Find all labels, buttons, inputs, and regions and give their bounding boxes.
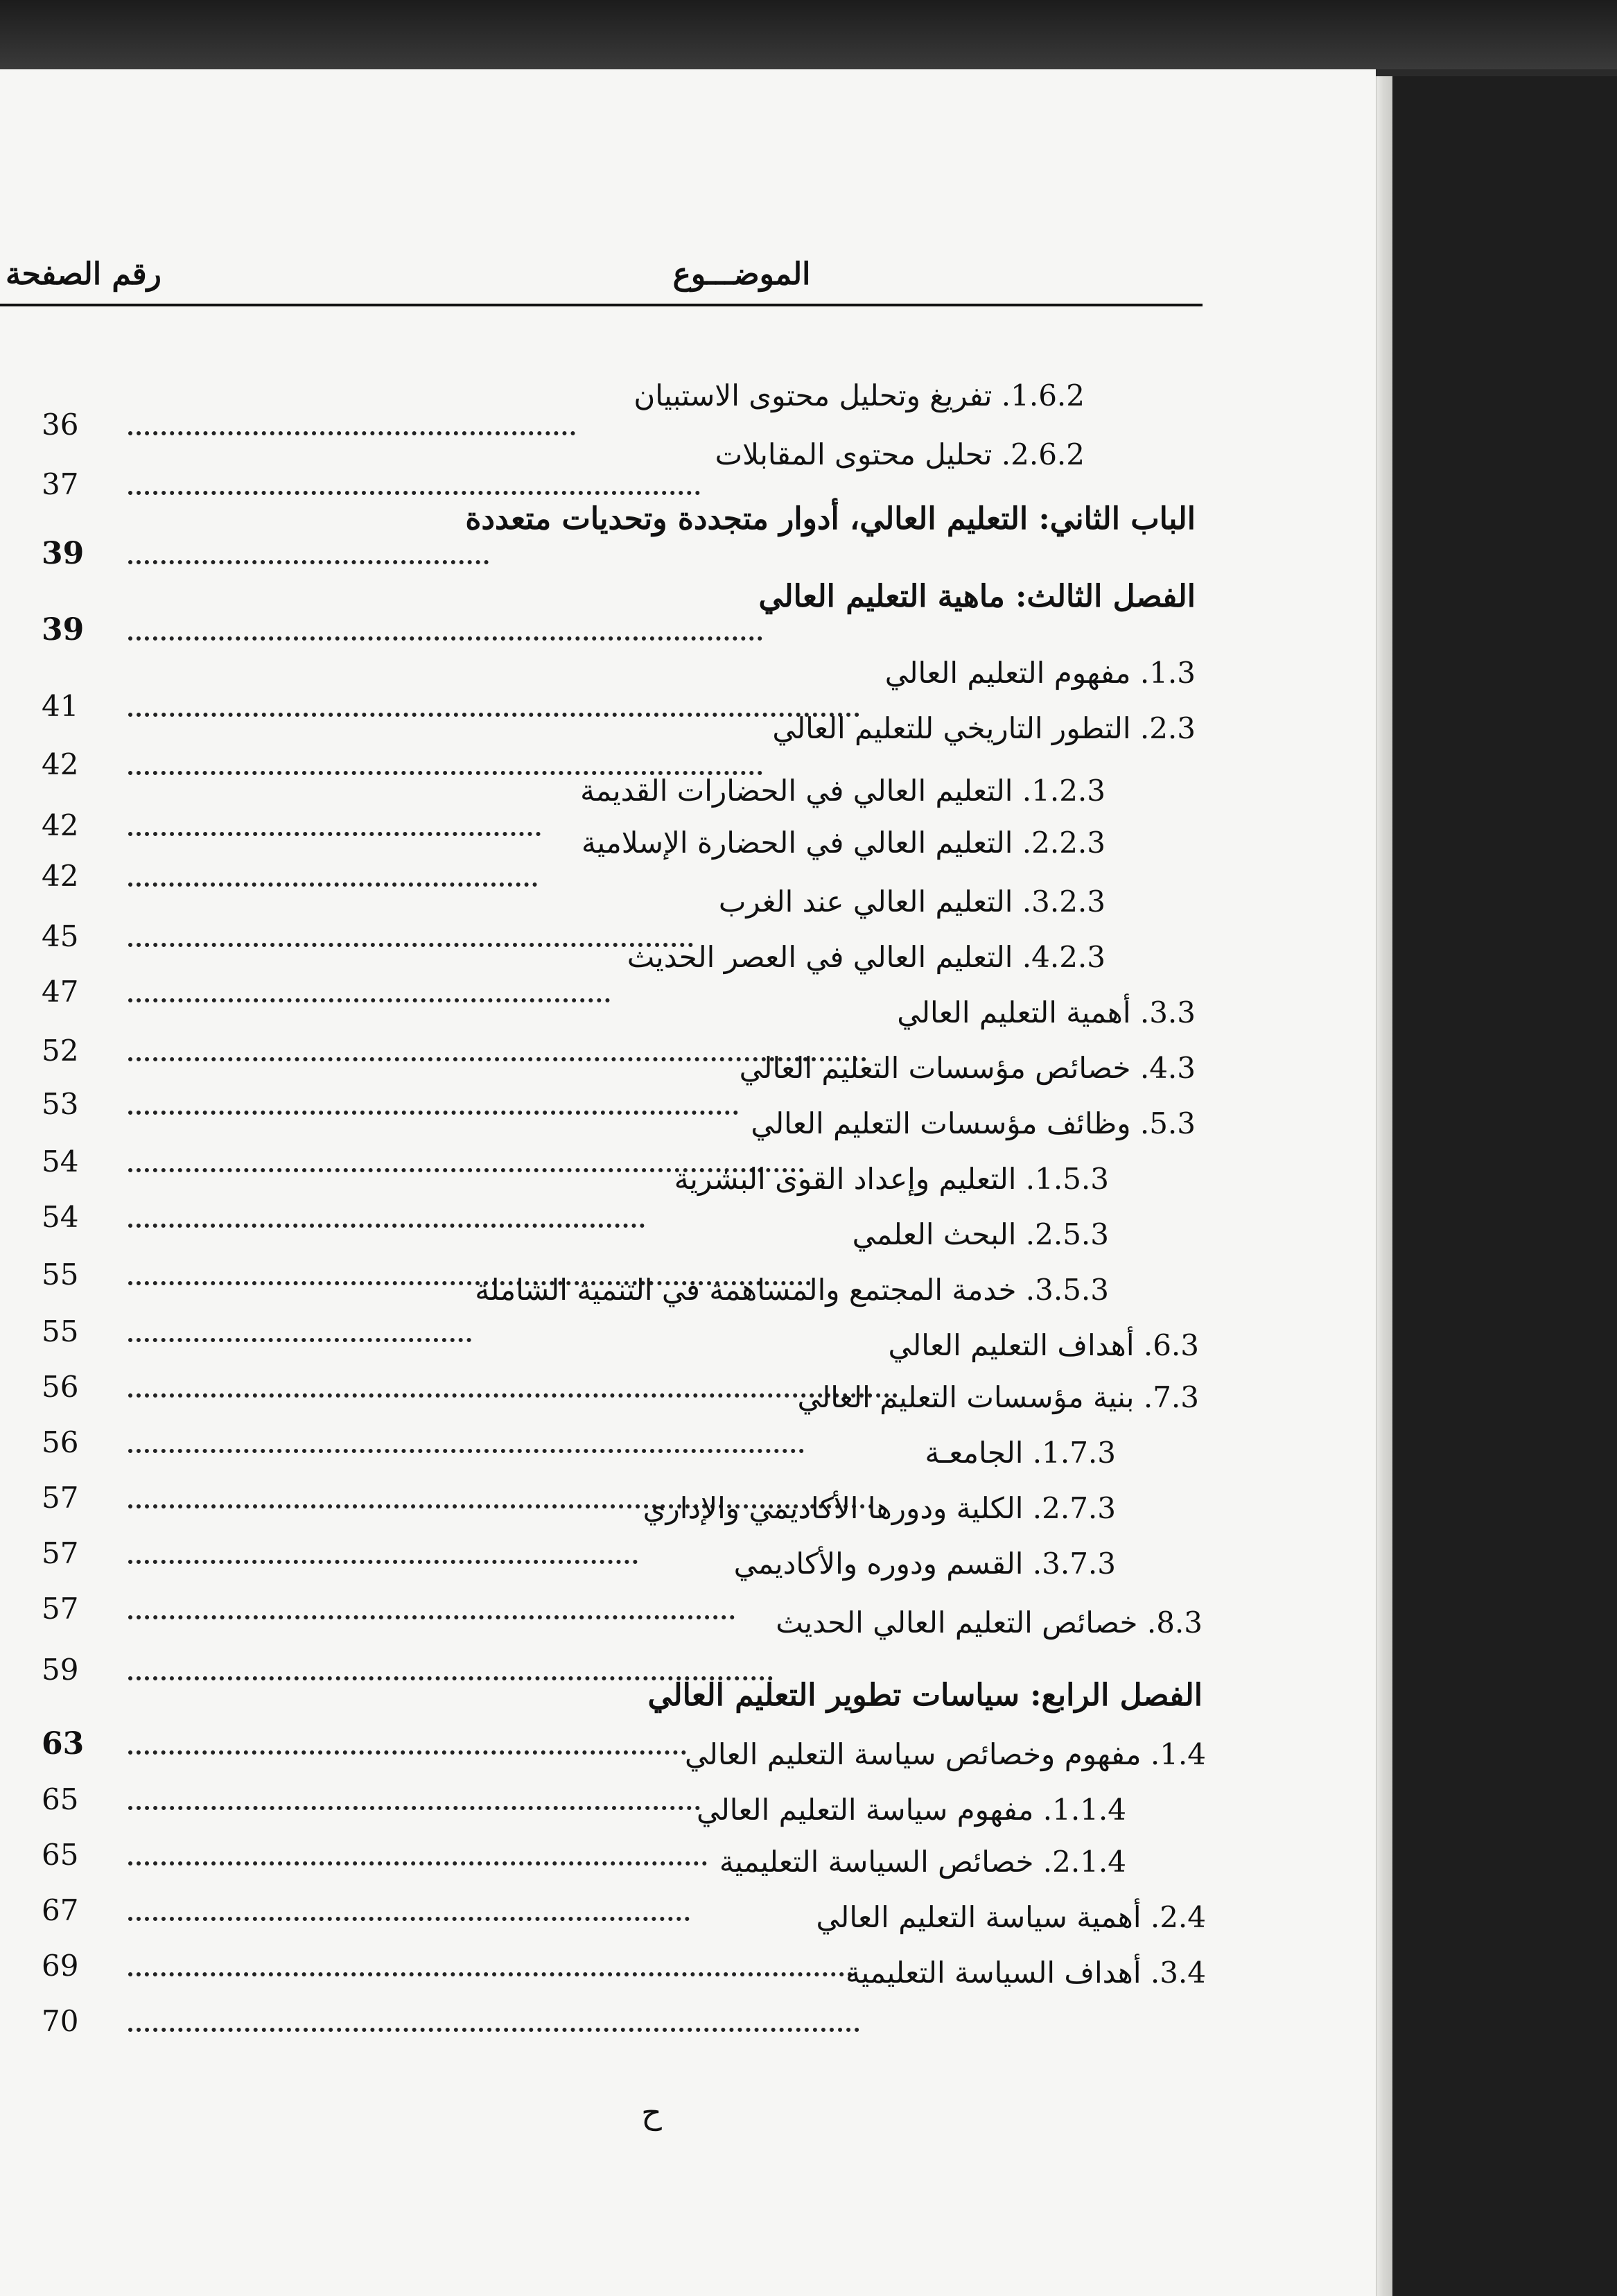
toc-entry-title: 2.2.3. التعليم العالي في الحضارة الإسلامية <box>582 825 1105 860</box>
toc-entry-title: 4.2.3. التعليم العالي في العصر الحديث <box>627 939 1105 974</box>
toc-dot-leader <box>128 1196 645 1228</box>
toc-page-number: 63 <box>42 1725 85 1762</box>
toc-entry-title: 4.3. خصائص مؤسسات التعليم العالي <box>739 1050 1196 1085</box>
toc-page-number: 59 <box>42 1652 79 1687</box>
toc-entry-title: 8.3. خصائص التعليم العالي الحديث <box>776 1605 1203 1640</box>
toc-page-number: 52 <box>42 1033 79 1068</box>
toc-page-number: 41 <box>42 688 79 723</box>
toc-page-number: 65 <box>42 1782 79 1816</box>
toc-dot-leader <box>128 915 693 947</box>
toc-page-number: 54 <box>42 1144 79 1179</box>
toc-entry-title: 1.5.3. التعليم وإعداد القوى البشرية <box>674 1161 1109 1196</box>
toc-page-number: 57 <box>42 1536 79 1570</box>
toc-dot-leader <box>128 1723 686 1755</box>
toc-entry-title: 2.1.4. خصائص السياسة التعليمية <box>719 1844 1126 1879</box>
toc-entry-title: الفصل الثالث: ماهية التعليم العالي <box>758 578 1196 614</box>
toc-entry-title: 1.1.4. مفهوم سياسة التعليم العالي <box>696 1792 1126 1827</box>
toc-dot-leader <box>128 2000 859 2032</box>
toc-dot-leader <box>128 1310 471 1342</box>
toc-page-number: 55 <box>42 1257 79 1292</box>
toc-page-number: 47 <box>42 974 79 1009</box>
page-number-footer: ح <box>641 2094 662 2131</box>
toc-entry-title: 3.3. أهمية التعليم العالي <box>897 995 1196 1029</box>
toc-entry-title: 1.3. مفهوم التعليم العالي <box>884 655 1196 690</box>
toc-entry-title: 1.7.3. الجامعـة <box>925 1435 1116 1470</box>
toc-entry-title: 2.7.3. الكلية ودورها الأكاديمي والإداري <box>643 1490 1116 1525</box>
toc-dot-leader <box>128 1945 853 1976</box>
toc-entry-title: الباب الثاني: التعليم العالي، أدوار متجددة وتحديات متعددة <box>465 501 1196 537</box>
toc-page-number: 55 <box>42 1314 79 1348</box>
toc-dot-leader <box>128 609 762 641</box>
toc-page-number: 37 <box>42 467 79 501</box>
toc-dot-leader <box>128 1834 707 1866</box>
toc-page-number: 65 <box>42 1837 79 1872</box>
header-rule <box>0 304 1203 306</box>
toc-entry-title: 2.3. التطور التاريخي للتعليم العالي <box>772 711 1196 745</box>
toc-dot-leader <box>128 1083 738 1115</box>
toc-dot-leader <box>128 1421 804 1453</box>
toc-page-number: 70 <box>42 2003 79 2038</box>
page-column-header: رقم الصفحة <box>6 256 161 292</box>
toc-page-number: 69 <box>42 1948 79 1983</box>
toc-entry-title: 7.3. بنية مؤسسات التعليم العالي <box>797 1380 1199 1414</box>
toc-entry-title: 1.4. مفهوم وخصائص سياسة التعليم العالي <box>685 1737 1206 1771</box>
toc-entry-title: 2.5.3. البحث العلمي <box>852 1217 1109 1251</box>
toc-page-number: 42 <box>42 747 79 781</box>
toc-entry-title: 3.5.3. خدمة المجتمع والمساهمة في التنمية الشاملة <box>475 1272 1109 1307</box>
toc-dot-leader <box>128 1778 700 1810</box>
toc-entry-title: 5.3. وظائف مؤسسات التعليم العالي <box>751 1106 1196 1140</box>
page-edge <box>1376 76 1393 2296</box>
toc-entry-title: 1.2.3. التعليم العالي في الحضارات القديمة <box>580 773 1105 808</box>
toc-page-number: 56 <box>42 1369 79 1404</box>
toc-dot-leader <box>128 971 610 1002</box>
toc-dot-leader <box>128 1366 898 1398</box>
toc-page-number: 39 <box>42 611 85 647</box>
toc-page-number: 45 <box>42 919 79 953</box>
toc-dot-leader <box>128 855 537 887</box>
toc-page-number: 57 <box>42 1591 79 1626</box>
toc-entry-title: الفصل الرابع: سياسات تطوير التعليم العالي <box>647 1677 1203 1713</box>
toc-page-number: 53 <box>42 1086 79 1121</box>
toc-page-number: 67 <box>42 1893 79 1927</box>
toc-entry-title: 3.7.3. القسم ودوره والأكاديمي <box>733 1546 1116 1581</box>
toc-dot-leader <box>128 804 541 836</box>
topic-column-header: الموضـــوع <box>672 256 811 292</box>
toc-dot-leader <box>128 1588 735 1619</box>
toc-dot-leader <box>128 403 575 435</box>
toc-entry-title: 3.4. أهداف السياسة التعليمية <box>846 1955 1206 1990</box>
scan-background <box>1392 76 1617 2296</box>
toc-entry-title: 2.6.2. تحليل محتوى المقابلات <box>715 437 1085 471</box>
toc-page-number: 54 <box>42 1199 79 1234</box>
toc-page-number: 42 <box>42 808 79 842</box>
toc-dot-leader <box>128 685 859 717</box>
toc-page-number: 42 <box>42 858 79 893</box>
toc-page-number: 39 <box>42 535 85 571</box>
toc-dot-leader <box>128 463 700 495</box>
toc-page-number: 56 <box>42 1425 79 1459</box>
toc-page-number: 36 <box>42 407 79 442</box>
toc-page-number: 57 <box>42 1480 79 1515</box>
toc-entry-title: 1.6.2. تفريغ وتحليل محتوى الاستبيان <box>633 378 1085 412</box>
toc-dot-leader <box>128 1889 690 1921</box>
toc-entry-title: 2.4. أهمية سياسة التعليم العالي <box>816 1899 1206 1934</box>
toc-entry-title: 6.3. أهداف التعليم العالي <box>888 1328 1199 1362</box>
toc-dot-leader <box>128 532 489 564</box>
toc-entry-title: 3.2.3. التعليم العالي عند الغرب <box>718 884 1105 919</box>
toc-dot-leader <box>128 1532 638 1564</box>
